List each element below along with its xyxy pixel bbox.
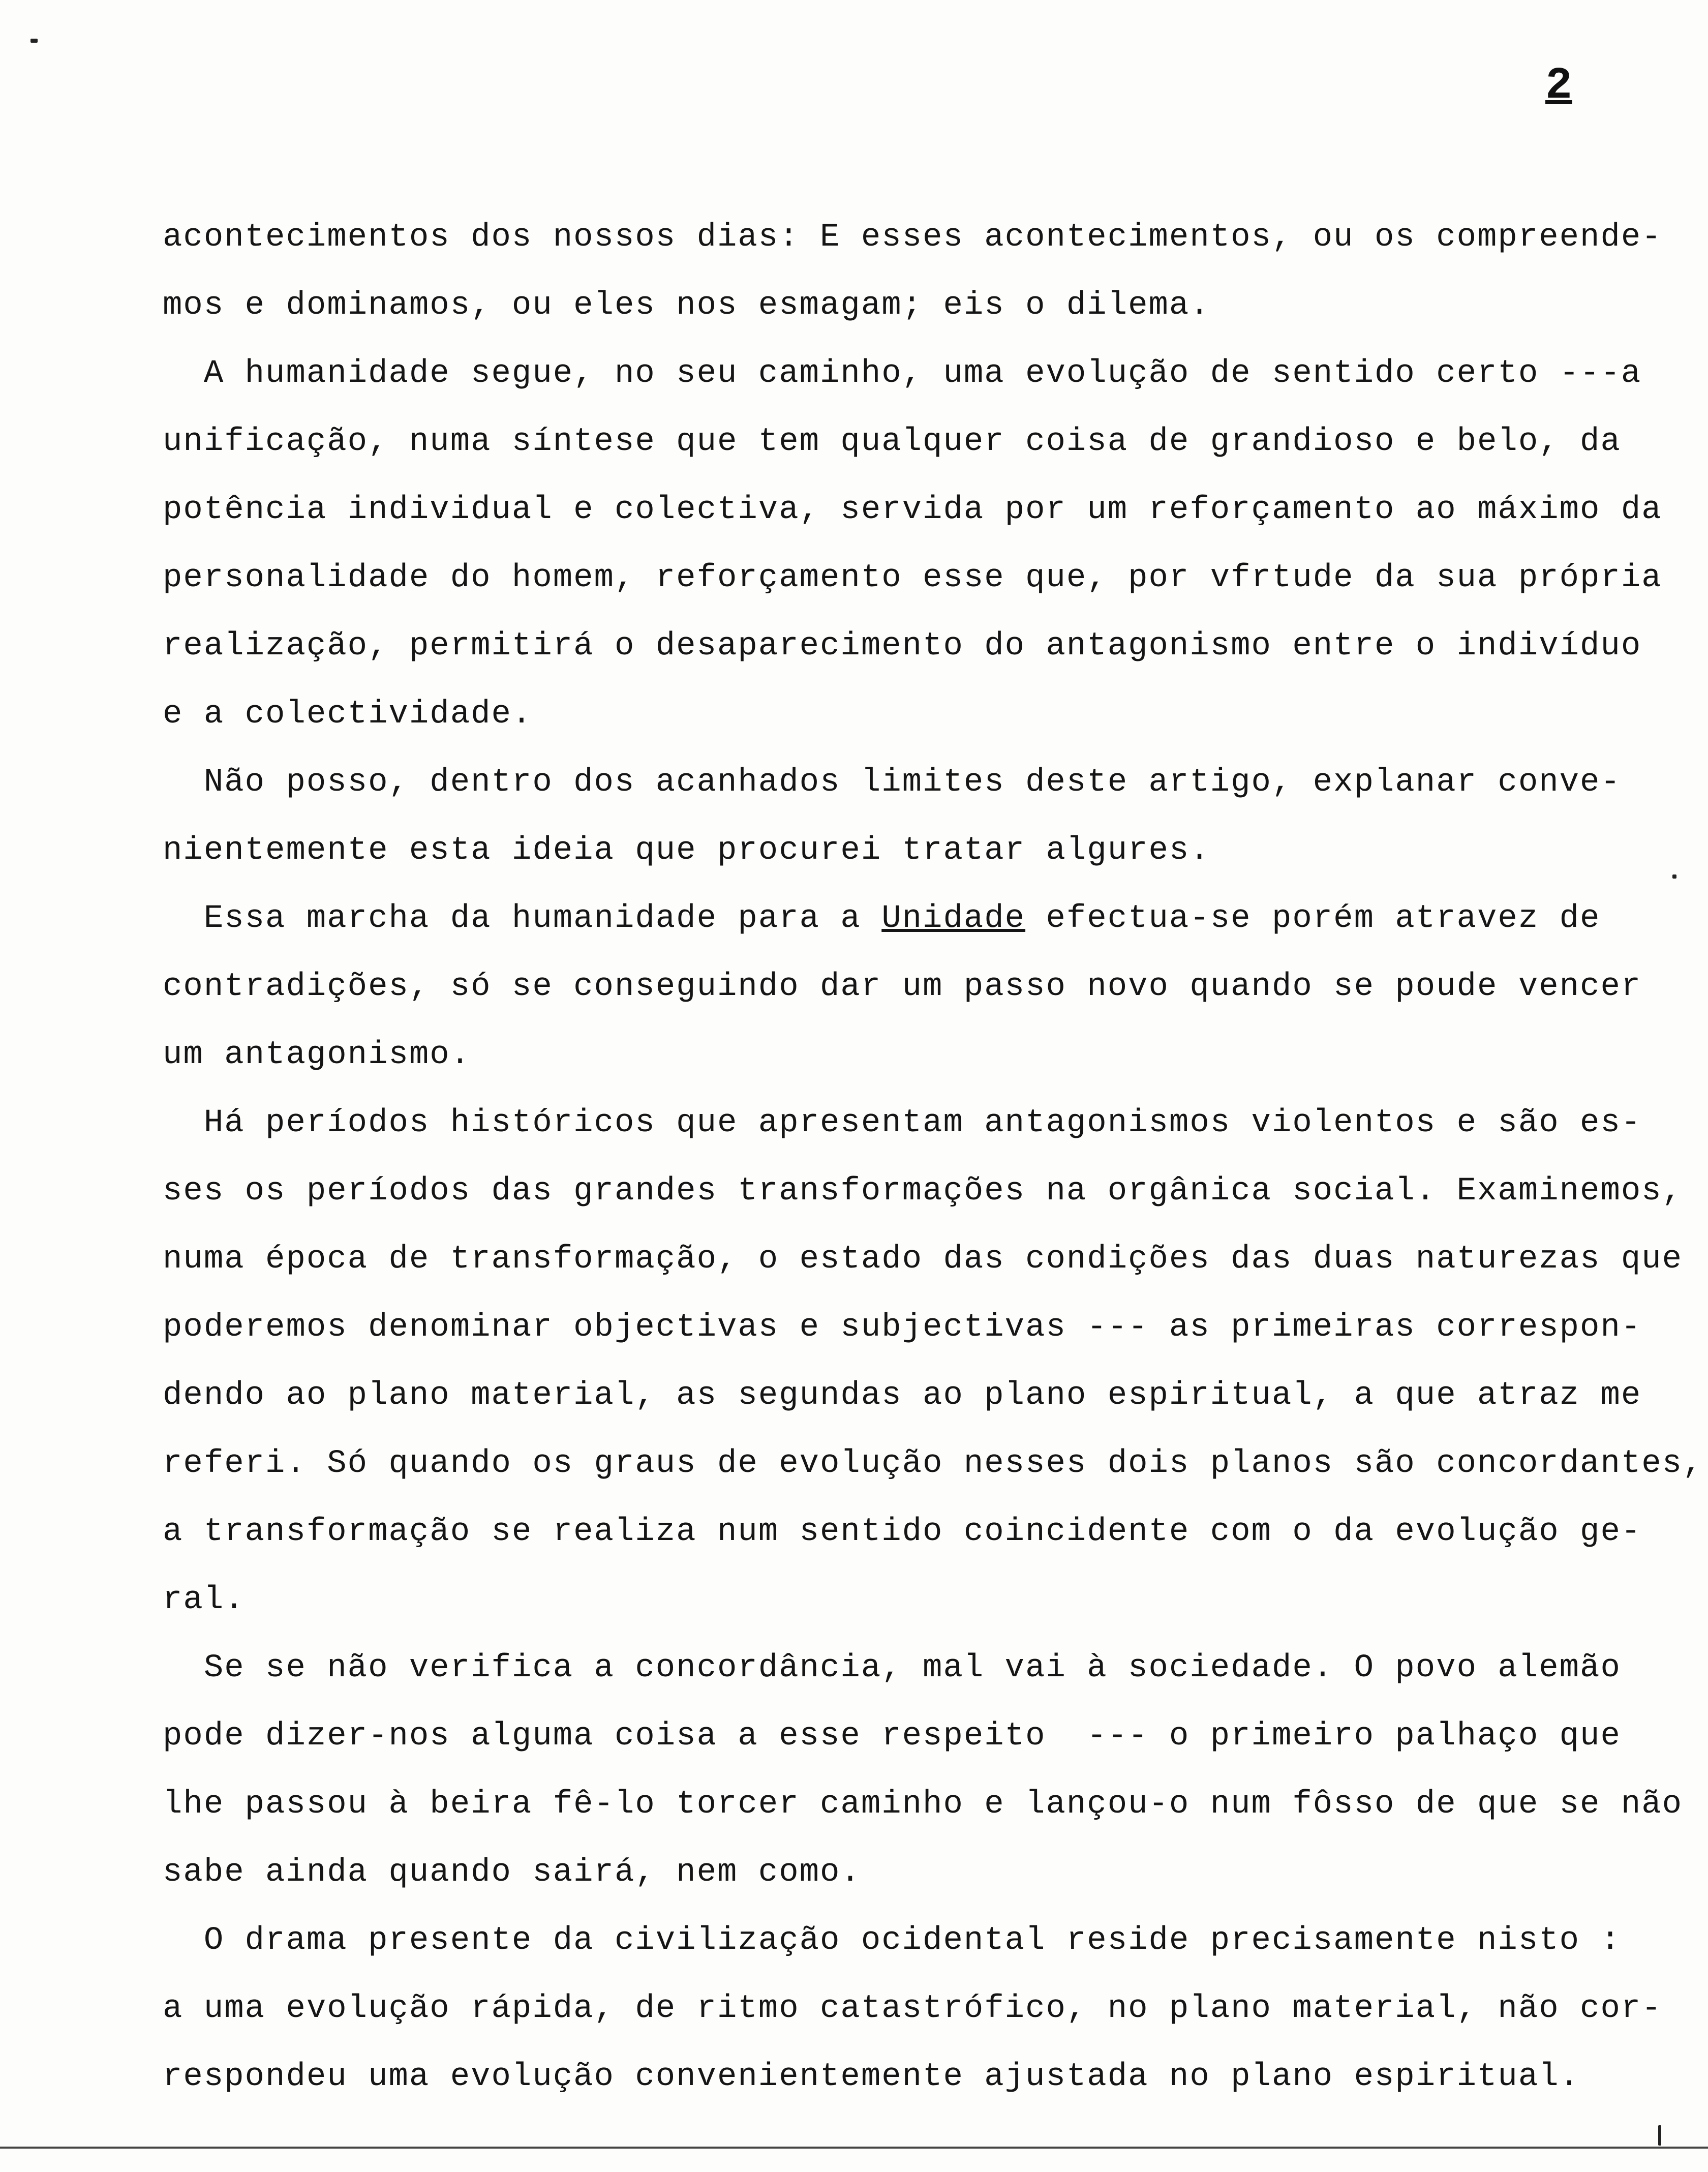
text-line-9: Não posso, dentro dos acanhados limites deste artigo, explanar conve- [163, 764, 1621, 801]
page-number: 2 [1545, 61, 1572, 111]
text-line-8: e a colectividade. [163, 696, 533, 733]
text-line-27: a uma evolução rápida, de ritmo catastrófico, no plano material, não cor- [163, 1990, 1662, 2027]
bottom-edge-line [0, 2147, 1708, 2149]
text-line-10: nientemente esta ideia que procurei tratar algures. [163, 832, 1210, 869]
text-line-20: a transformação se realiza num sentido coincidente com o da evolução ge- [163, 1514, 1642, 1550]
text-line-21: ral. [163, 1582, 245, 1618]
text-line-5: potência individual e colectiva, servida por um reforçamento ao máximo da [163, 492, 1662, 528]
text-line-28: respondeu uma evolução convenientemente ajustada no plano espiritual. [163, 2059, 1580, 2095]
text-line-23: pode dizer-nos alguma coisa a esse respeito --- o primeiro palhaço que [163, 1718, 1621, 1755]
scan-speck [1658, 2125, 1661, 2146]
text-line-25: sabe ainda quando sairá, nem como. [163, 1854, 861, 1891]
scan-speck [30, 39, 38, 43]
text-line-26: O drama presente da civilização ocidental reside precisamente nisto : [163, 1922, 1621, 1959]
text-line-19: referi. Só quando os graus de evolução nesses dois planos são concordantes, [163, 1445, 1703, 1482]
text-line-6: personalidade do homem, reforçamento esse que, por vfrtude da sua própria [163, 560, 1662, 596]
underlined-word: Unidade [881, 900, 1026, 937]
text-line-16: numa época de transformação, o estado das condições das duas naturezas que [163, 1241, 1683, 1278]
text-line-11-end: efectua-se porém atravez de [1025, 900, 1601, 937]
text-line-1: acontecimentos dos nossos dias: E esses acontecimentos, ou os compreende- [163, 219, 1662, 256]
text-line-13: um antagonismo. [163, 1037, 471, 1073]
text-line-18: dendo ao plano material, as segundas ao plano espiritual, a que atraz me [163, 1377, 1642, 1414]
text-line-24: lhe passou à beira fê-lo torcer caminho e lançou-o num fôsso de que se não [163, 1786, 1683, 1823]
body-text [163, 203, 1703, 2111]
scan-speck [1672, 874, 1676, 879]
text-line-3: A humanidade segue, no seu caminho, uma evolução de sentido certo ---a [163, 355, 1642, 392]
text-line-17: poderemos denominar objectivas e subjectivas --- as primeiras correspon- [163, 1309, 1642, 1346]
text-line-15: ses os períodos das grandes transformações na orgânica social. Examinemos, [163, 1173, 1683, 1210]
text-line-11-start: Essa marcha da humanidade para a [163, 900, 882, 937]
text-line-2: mos e dominamos, ou eles nos esmagam; eis o dilema. [163, 287, 1210, 324]
text-line-12: contradições, só se conseguindo dar um passo novo quando se poude vencer [163, 969, 1642, 1005]
text-line-11 [163, 885, 1667, 953]
text-line-7: realização, permitirá o desaparecimento do antagonismo entre o indivíduo [163, 628, 1642, 665]
text-line-22: Se se não verifica a concordância, mal vai à sociedade. O povo alemão [163, 1650, 1621, 1686]
text-line-14: Há períodos históricos que apresentam antagonismos violentos e são es- [163, 1105, 1642, 1141]
text-line-4: unificação, numa síntese que tem qualquer coisa de grandioso e belo, da [163, 424, 1621, 460]
